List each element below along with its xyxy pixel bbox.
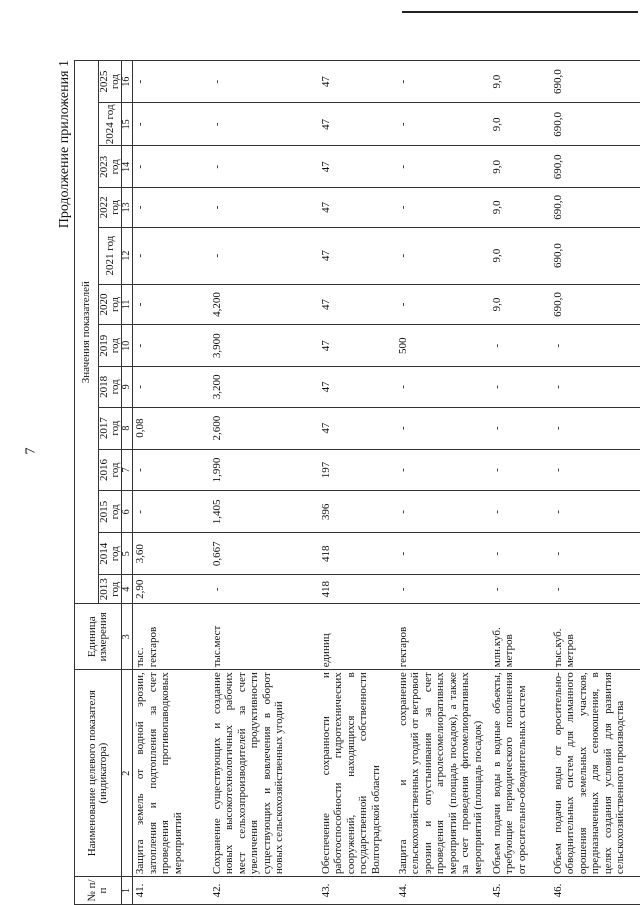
indicator-name: Объем подачи воды от оросительно-обводнительных систем для лиманного орошения земельных участков, предназначенных для сенокошения, в целях создания условий для развития сельскохозяйственного производства: [551, 670, 640, 877]
col-number: 2: [122, 670, 133, 877]
value-cell: -: [133, 325, 210, 367]
header-values-group: Значения показателей: [75, 61, 99, 604]
unit-cell: тыс. гектаров: [133, 604, 210, 670]
value-cell: -: [551, 407, 640, 449]
header-unit: Единица измерения: [75, 604, 122, 670]
col-number: 3: [122, 604, 133, 670]
value-cell: 0,08: [133, 407, 210, 449]
value-cell: -: [133, 284, 210, 325]
header-year: 2019 год: [99, 325, 122, 367]
header-year: 2016 год: [99, 449, 122, 491]
value-cell: 47: [319, 325, 396, 367]
value-cell: -: [396, 61, 490, 103]
col-number: 11: [122, 284, 133, 325]
value-cell: -: [396, 407, 490, 449]
value-cell: 9,0: [490, 103, 551, 146]
col-number: 16: [122, 61, 133, 103]
value-cell: -: [133, 367, 210, 408]
table-row: [319, 61, 396, 905]
indicator-name: Обеспечение сохранности и работоспособности гидротехнических сооружений, находящихся в государственной собственности Волгоградской области: [319, 670, 396, 877]
value-cell: 47: [319, 61, 396, 103]
value-cell: 9,0: [490, 61, 551, 103]
table-row: [490, 61, 551, 905]
indicator-name: Сохранение существующих и создание новых высокотехнологичных рабочих мест сельхозпроизводителей за счет увеличения продуктивности существующих и вовлечения в оборот новых сельскохозяйственных угодий: [210, 670, 319, 877]
value-cell: -: [551, 325, 640, 367]
col-number: 10: [122, 325, 133, 367]
value-cell: -: [551, 575, 640, 604]
value-cell: -: [396, 449, 490, 491]
value-cell: 690,0: [551, 146, 640, 188]
value-cell: 1,990: [210, 449, 319, 491]
value-cell: -: [396, 227, 490, 284]
value-cell: -: [551, 449, 640, 491]
value-cell: 47: [319, 407, 396, 449]
value-cell: 9,0: [490, 284, 551, 325]
value-cell: -: [210, 146, 319, 188]
value-cell: 9,0: [490, 146, 551, 188]
row-number: 46.: [551, 877, 640, 905]
value-cell: -: [210, 227, 319, 284]
value-cell: 47: [319, 227, 396, 284]
value-cell: 9,0: [490, 188, 551, 227]
header-year: 2013 год: [99, 575, 122, 604]
value-cell: -: [490, 325, 551, 367]
rotated-table-page: [58, 60, 624, 905]
value-cell: 500: [396, 325, 490, 367]
value-cell: 396: [319, 491, 396, 533]
value-cell: -: [396, 575, 490, 604]
value-cell: -: [210, 103, 319, 146]
header-year: 2020 год: [99, 284, 122, 325]
top-rule-line: [402, 11, 638, 13]
col-number: 8: [122, 407, 133, 449]
value-cell: 9,0: [490, 227, 551, 284]
value-cell: 690,0: [551, 103, 640, 146]
header-year: 2014 год: [99, 533, 122, 575]
value-cell: 3,200: [210, 367, 319, 408]
header-year: 2021 год: [99, 227, 122, 284]
value-cell: 3,900: [210, 325, 319, 367]
header-year: 2015 год: [99, 491, 122, 533]
col-number: 5: [122, 533, 133, 575]
value-cell: -: [210, 575, 319, 604]
col-number: 4: [122, 575, 133, 604]
row-number: 43.: [319, 877, 396, 905]
value-cell: 0,667: [210, 533, 319, 575]
value-cell: -: [210, 61, 319, 103]
value-cell: -: [396, 284, 490, 325]
value-cell: -: [133, 227, 210, 284]
unit-cell: тыс.мест: [210, 604, 319, 670]
value-cell: -: [490, 491, 551, 533]
header-year: 2017 год: [99, 407, 122, 449]
value-cell: -: [133, 449, 210, 491]
indicator-name: Объем подачи воды в водные объекты, требующие периодического пополнения от оросительно-обводнительных систем: [490, 670, 551, 877]
col-number: 9: [122, 367, 133, 408]
value-cell: -: [396, 533, 490, 575]
value-cell: -: [396, 367, 490, 408]
value-cell: -: [490, 367, 551, 408]
row-number: 41.: [133, 877, 210, 905]
value-cell: -: [133, 188, 210, 227]
value-cell: 418: [319, 533, 396, 575]
value-cell: -: [133, 146, 210, 188]
value-cell: -: [490, 575, 551, 604]
header-year: 2025 год: [99, 61, 122, 103]
table-row: [133, 61, 210, 905]
header-year: 2024 год: [99, 103, 122, 146]
value-cell: 3,60: [133, 533, 210, 575]
value-cell: 47: [319, 284, 396, 325]
value-cell: -: [490, 407, 551, 449]
value-cell: -: [396, 103, 490, 146]
value-cell: 690,0: [551, 188, 640, 227]
header-year: 2023 год: [99, 146, 122, 188]
value-cell: 1,405: [210, 491, 319, 533]
col-number: 15: [122, 103, 133, 146]
value-cell: 690,0: [551, 284, 640, 325]
column-numbers-row: [122, 61, 133, 905]
indicators-table: [74, 60, 640, 905]
col-number: 6: [122, 491, 133, 533]
value-cell: -: [551, 491, 640, 533]
row-number: 44.: [396, 877, 490, 905]
col-number: 14: [122, 146, 133, 188]
table-body: [133, 61, 640, 905]
value-cell: 418: [319, 575, 396, 604]
value-cell: -: [210, 188, 319, 227]
col-number: 1: [122, 877, 133, 905]
col-number: 12: [122, 227, 133, 284]
header-num: № п/п: [75, 877, 122, 905]
value-cell: 47: [319, 103, 396, 146]
value-cell: 2,600: [210, 407, 319, 449]
header-year: 2018 год: [99, 367, 122, 408]
value-cell: -: [551, 533, 640, 575]
row-number: 45.: [490, 877, 551, 905]
value-cell: -: [396, 188, 490, 227]
col-number: 7: [122, 449, 133, 491]
value-cell: 47: [319, 367, 396, 408]
value-cell: -: [133, 103, 210, 146]
value-cell: 197: [319, 449, 396, 491]
unit-cell: млн.куб. метров: [490, 604, 551, 670]
value-cell: 690,0: [551, 227, 640, 284]
unit-cell: тыс.куб. метров: [551, 604, 640, 670]
table-row: [396, 61, 490, 905]
value-cell: -: [133, 61, 210, 103]
unit-cell: гектаров: [396, 604, 490, 670]
row-number: 42.: [210, 877, 319, 905]
value-cell: -: [396, 146, 490, 188]
value-cell: -: [133, 491, 210, 533]
indicator-name: Защита земель от водной эрозии, затопления и подтопления за счет проведения противопаводковых мероприятий: [133, 670, 210, 877]
value-cell: 4,200: [210, 284, 319, 325]
header-year: 2022 год: [99, 188, 122, 227]
value-cell: 47: [319, 146, 396, 188]
value-cell: -: [490, 449, 551, 491]
value-cell: -: [551, 367, 640, 408]
value-cell: 47: [319, 188, 396, 227]
value-cell: 2,90: [133, 575, 210, 604]
unit-cell: единиц: [319, 604, 396, 670]
table-row: [551, 61, 640, 905]
table-row: [210, 61, 319, 905]
value-cell: -: [490, 533, 551, 575]
indicator-name: Защита и сохранение сельскохозяйственных угодий от ветровой эрозии и опустынивания за счет проведения агролесомелиоративных мероприятий (площадь посадок), а также за счет проведения фитомелиоративных мероприятий (площадь посадок): [396, 670, 490, 877]
value-cell: 690,0: [551, 61, 640, 103]
appendix-caption: Продолжение приложения 1: [57, 60, 72, 229]
header-name: Наименование целевого показателя (индикатора): [75, 670, 122, 877]
col-number: 13: [122, 188, 133, 227]
value-cell: -: [396, 491, 490, 533]
